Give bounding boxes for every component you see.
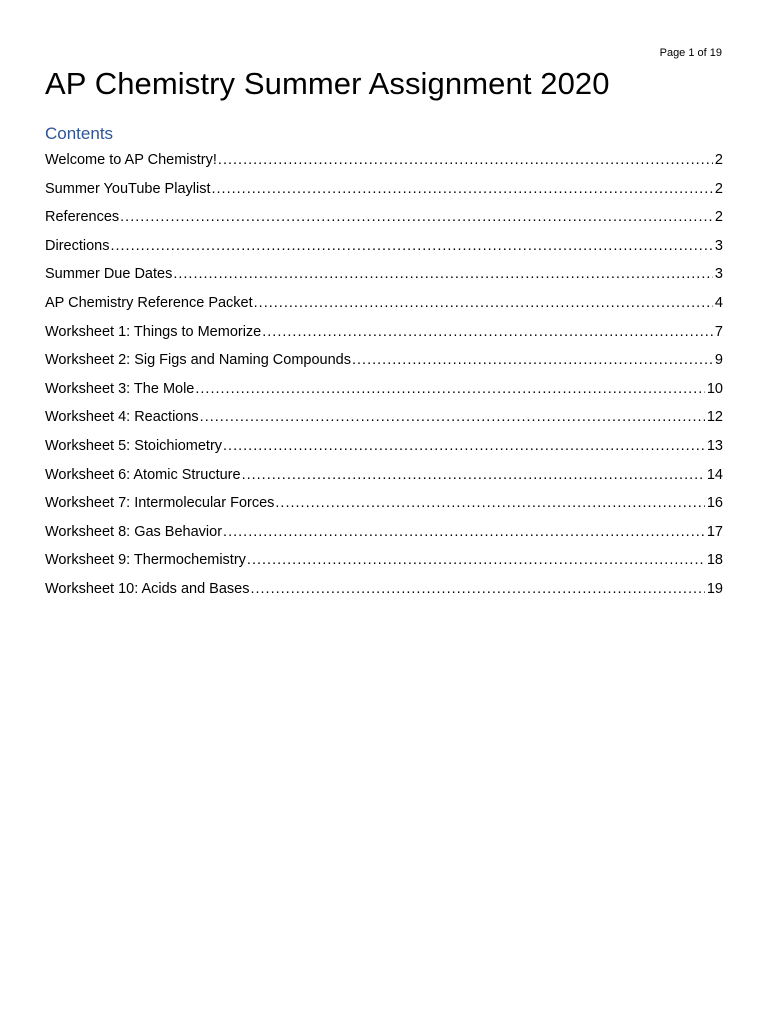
dot-leader — [262, 318, 713, 347]
toc-entry-title: Worksheet 5: Stoichiometry — [45, 437, 223, 454]
toc-entry-page: 2 — [714, 209, 723, 226]
toc-entry[interactable] — [45, 318, 723, 347]
toc-entry-title: Worksheet 9: Thermochemistry — [45, 552, 246, 569]
toc-entry-title: References — [45, 209, 120, 226]
dot-leader — [275, 489, 704, 518]
toc-entry[interactable] — [45, 289, 723, 318]
toc-entry-page: 10 — [706, 380, 723, 397]
toc-entry[interactable] — [45, 403, 723, 432]
dot-leader — [223, 518, 705, 547]
toc-entry-page: 18 — [706, 552, 723, 569]
toc-entry[interactable] — [45, 432, 723, 461]
toc-entry[interactable] — [45, 546, 723, 575]
dot-leader — [254, 289, 713, 318]
toc-entry[interactable] — [45, 461, 723, 490]
toc-entry[interactable] — [45, 175, 723, 204]
toc-entry-title: Worksheet 3: The Mole — [45, 380, 195, 397]
toc-entry-page: 3 — [714, 266, 723, 283]
toc-entry[interactable] — [45, 518, 723, 547]
toc-entry[interactable] — [45, 346, 723, 375]
toc-entry-title: Summer YouTube Playlist — [45, 180, 211, 197]
toc-entry-title: Worksheet 1: Things to Memorize — [45, 323, 262, 340]
document-title: AP Chemistry Summer Assignment 2020 — [45, 66, 610, 101]
toc-entry-title: Worksheet 10: Acids and Bases — [45, 580, 250, 597]
toc-entry-title: Directions — [45, 237, 110, 254]
toc-entry-page: 16 — [706, 495, 723, 512]
dot-leader — [352, 346, 713, 375]
toc-entry-title: Worksheet 2: Sig Figs and Naming Compounds — [45, 352, 351, 369]
toc-entry-page: 13 — [706, 437, 723, 454]
toc-entry-title: Worksheet 7: Intermolecular Forces — [45, 495, 275, 512]
dot-leader — [242, 461, 705, 490]
toc-entry-title: AP Chemistry Reference Packet — [45, 294, 253, 311]
toc-entry-title: Welcome to AP Chemistry! — [45, 152, 217, 168]
dot-leader — [223, 432, 705, 461]
dot-leader — [173, 260, 713, 289]
dot-leader — [218, 146, 713, 175]
toc-entry-page: 2 — [714, 152, 723, 168]
toc-entry-page: 7 — [714, 323, 723, 340]
table-of-contents — [45, 146, 723, 604]
toc-entry[interactable] — [45, 146, 723, 175]
toc-entry-page: 9 — [714, 352, 723, 369]
toc-entry[interactable] — [45, 375, 723, 404]
dot-leader — [247, 546, 705, 575]
toc-entry-title: Worksheet 8: Gas Behavior — [45, 523, 223, 540]
toc-entry[interactable] — [45, 232, 723, 261]
dot-leader — [110, 232, 712, 261]
toc-entry-page: 2 — [714, 180, 723, 197]
dot-leader — [120, 203, 713, 232]
dot-leader — [195, 375, 704, 404]
dot-leader — [212, 175, 713, 204]
toc-entry-page: 3 — [714, 237, 723, 254]
toc-entry-page: 4 — [714, 294, 723, 311]
dot-leader — [200, 403, 705, 432]
toc-entry-title: Summer Due Dates — [45, 266, 173, 283]
toc-entry[interactable] — [45, 575, 723, 604]
toc-entry-page: 17 — [706, 523, 723, 540]
page-indicator: Page 1 of 19 — [659, 47, 722, 59]
toc-entry[interactable] — [45, 203, 723, 232]
toc-entry-title: Worksheet 4: Reactions — [45, 409, 199, 426]
toc-entry-page: 14 — [706, 466, 723, 483]
toc-entry[interactable] — [45, 489, 723, 518]
toc-entry-page: 19 — [706, 580, 723, 597]
toc-entry-page: 12 — [706, 409, 723, 426]
toc-entry[interactable] — [45, 260, 723, 289]
toc-entry-title: Worksheet 6: Atomic Structure — [45, 466, 241, 483]
toc-heading: Contents — [45, 124, 114, 143]
dot-leader — [250, 575, 704, 604]
